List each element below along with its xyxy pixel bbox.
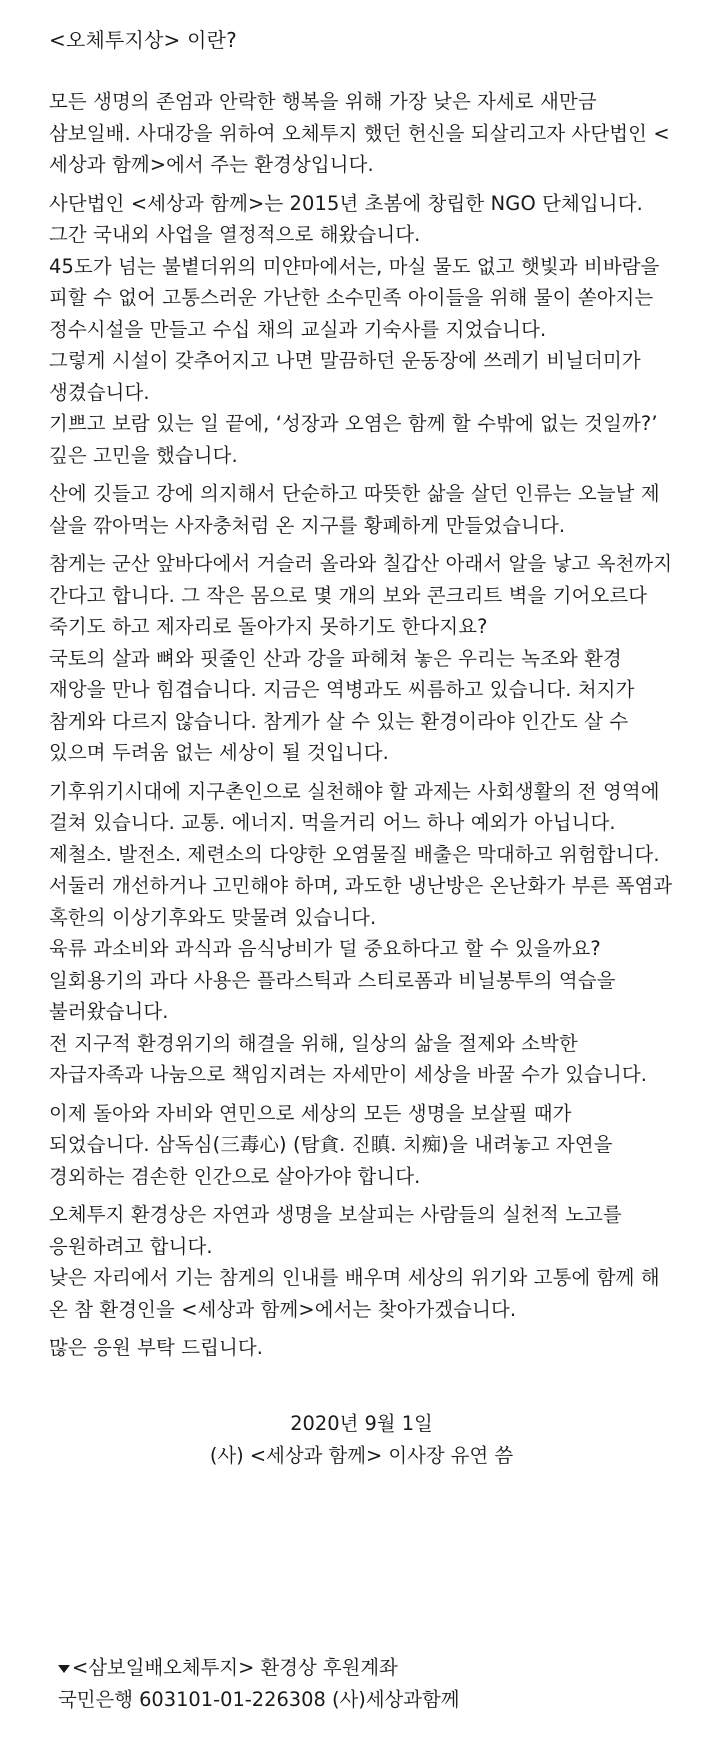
paragraph-13: 일회용기의 과다 사용은 플라스틱과 스티로폼과 비닐봉투의 역습을 불러왔습니다. — [49, 968, 616, 1023]
paragraph-12: 육류 과소비와 과식과 음식낭비가 덜 중요하다고 할 수 있을까요? — [49, 937, 601, 960]
account-details: 국민은행 603101-01-226308 (사)세상과함께 — [58, 1688, 460, 1711]
account-heading-row — [58, 1652, 459, 1684]
paragraph-15: 이제 돌아와 자비와 연민으로 세상의 모든 생명을 보살필 때가 되었습니다. 삼독심(三毒心) (탐貪. 진瞋. 치痴)을 내려놓고 자연을 경외하는 겸손한 인간으로 살아가야 합니다. — [49, 1101, 613, 1188]
paragraph-6: 기쁘고 보람 있는 일 끝에, ‘성장과 오염은 함께 할 수밖에 없는 것일까?’ 깊은 고민을 했습니다. — [49, 412, 658, 467]
signature-date: 2020년 9월 1일 — [290, 1411, 433, 1435]
paragraph-4: 45도가 넘는 불볕더위의 미얀마에서는, 마실 물도 없고 햇빛과 비바람을 피할 수 없어 고통스러운 가난한 소수민족 아이들을 위해 물이 쏟아지는 정수시설을 만들고 수십 채의 교실과 기숙사를 지었습니다. — [49, 254, 660, 341]
paragraph-18: 많은 응원 부탁 드립니다. — [49, 1336, 264, 1359]
document-title: <오체투지상> 이란? — [49, 28, 237, 52]
signature-author: (사) <세상과 함께> 이사장 유연 씀 — [209, 1443, 514, 1467]
triangle-down-icon — [58, 1665, 70, 1673]
paragraph-8: 참게는 군산 앞바다에서 거슬러 올라와 칠갑산 아래서 알을 낳고 옥천까지 간다고 합니다. 그 작은 몸으로 몇 개의 보와 콘크리트 벽을 기어오르다 죽기도 하고 제자리로 돌아가지 못하기도 한다지요? — [49, 552, 673, 638]
donation-account — [58, 1652, 459, 1716]
account-heading: <삼보일배오체투지> 환경상 후원계좌 — [72, 1656, 398, 1679]
paragraph-14: 전 지구적 환경위기의 해결을 위해, 일상의 삶을 절제와 소박한 자급자족과 나눔으로 책임지려는 자세만이 세상을 바꿀 수가 있습니다. — [49, 1031, 648, 1086]
paragraph-17: 낮은 자리에서 기는 참게의 인내를 배우며 세상의 위기와 고통에 함께 해 온 참 환경인을 <세상과 함께>에서는 찾아가겠습니다. — [49, 1266, 660, 1321]
paragraph-3: 그간 국내외 사업을 열정적으로 해왔습니다. — [49, 223, 421, 246]
paragraph-10: 기후위기시대에 지구촌인으로 실천해야 할 과제는 사회생활의 전 영역에 걸쳐 있습니다. 교통. 에너지. 먹을거리 어느 하나 예외가 아닙니다. — [49, 779, 660, 834]
paragraph-11: 제철소. 발전소. 제련소의 다양한 오염물질 배출은 막대하고 위험합니다. 서둘러 개선하거나 고민해야 하며, 과도한 냉난방은 온난화가 부른 폭염과 혹한의 이상기후와도 맞물려 있습니다. — [49, 842, 673, 929]
paragraph-2: 사단법인 <세상과 함께>는 2015년 초봄에 창립한 NGO 단체입니다. — [49, 191, 643, 215]
paragraph-16: 오체투지 환경상은 자연과 생명을 보살피는 사람들의 실천적 노고를 응원하려고 합니다. — [49, 1203, 622, 1258]
signature-block — [49, 1408, 674, 1472]
paragraph-1: 모든 생명의 존엄과 안락한 행복을 위해 가장 낮은 자세로 새만금 삼보일배. 사대강을 위하여 오체투지 했던 헌신을 되살리고자 사단법인 <세상과 함께>에서 주는 환경상입니다. — [49, 90, 670, 176]
paragraph-5: 그렇게 시설이 갖추어지고 나면 말끔하던 운동장에 쓰레기 비닐더미가 생겼습니다. — [49, 349, 641, 404]
document-body — [49, 86, 674, 1364]
paragraph-9: 국토의 살과 뼈와 핏줄인 산과 강을 파헤쳐 놓은 우리는 녹조와 환경 재앙을 만나 힘겹습니다. 지금은 역병과도 씨름하고 있습니다. 처지가 참게와 다르지 않습니다. 참게가 살 수 있는 환경이라야 인간도 살 수 있으며 두려움 없는 세상이 될 것입니다. — [49, 646, 635, 764]
paragraph-7: 산에 깃들고 강에 의지해서 단순하고 따뜻한 삶을 살던 인류는 오늘날 제 살을 깎아먹는 사자충처럼 온 지구를 황폐하게 만들었습니다. — [49, 482, 660, 537]
